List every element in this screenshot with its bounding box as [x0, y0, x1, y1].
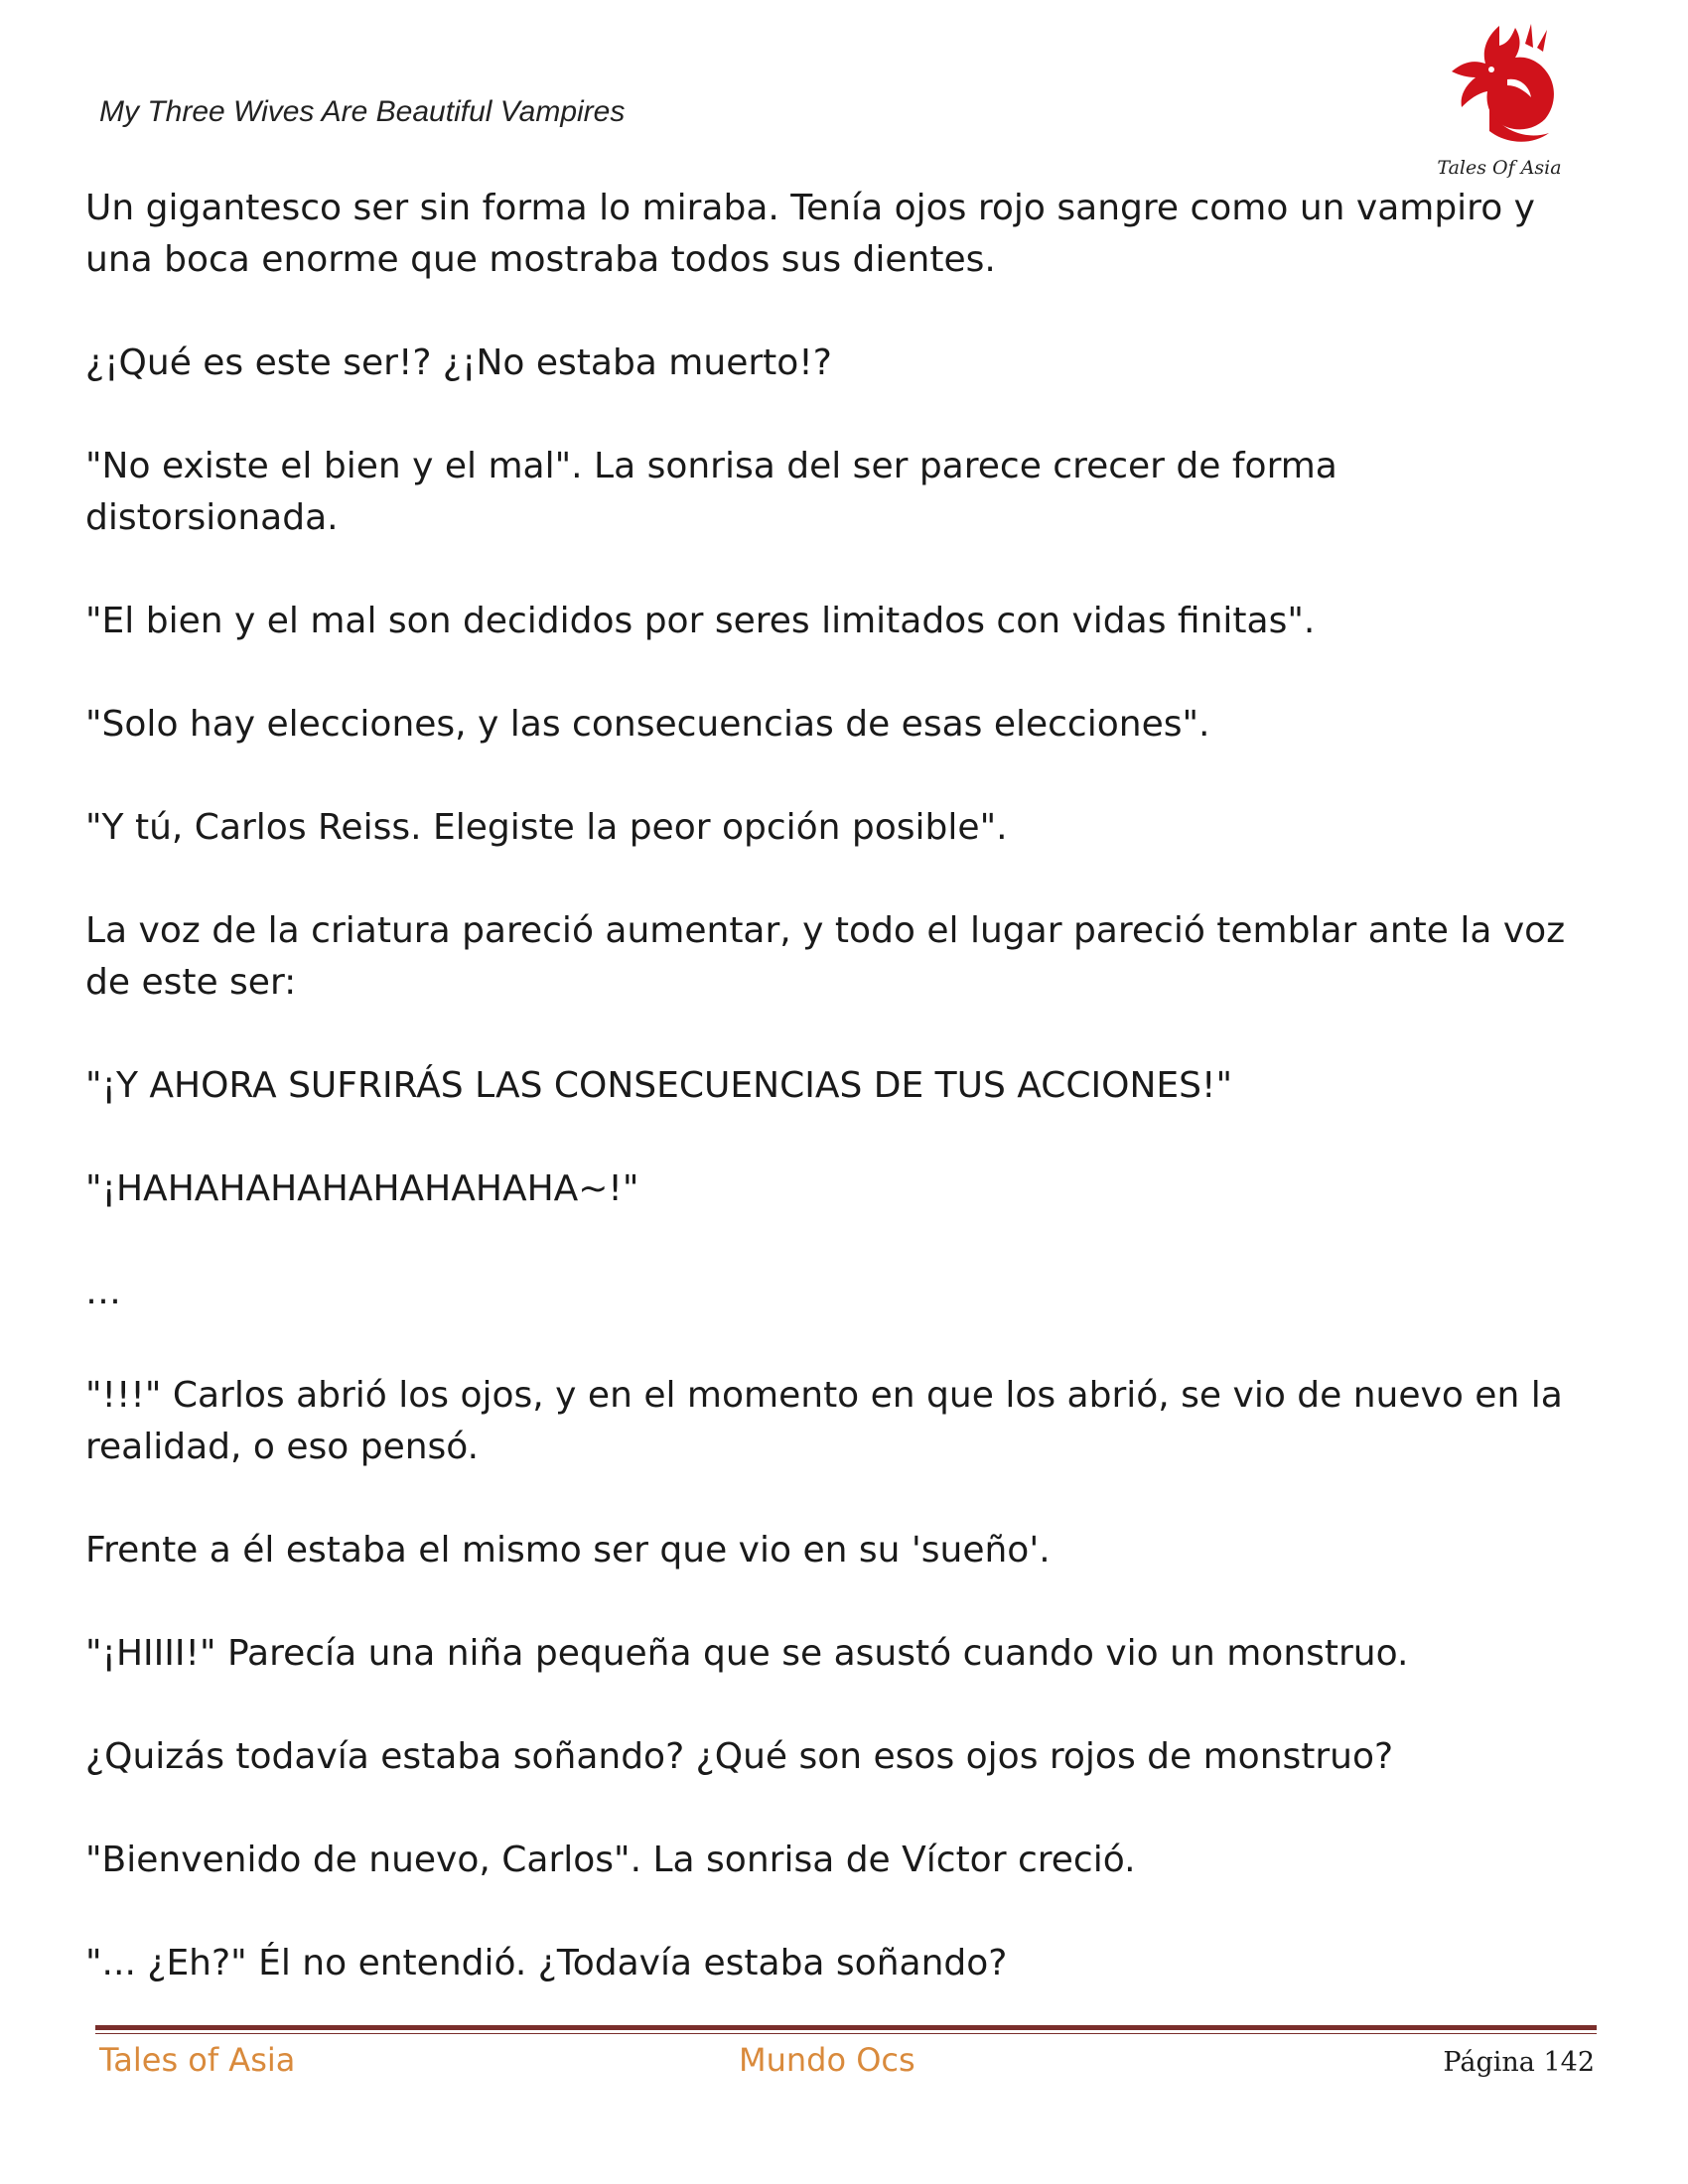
paragraph: "!!!" Carlos abrió los ojos, y en el momento en que los abrió, se vio de nuevo en la realidad, o eso pensó.: [85, 1375, 1563, 1467]
paragraph: "¡HIIII!" Parecía una niña pequeña que se asustó cuando vio un monstruo.: [85, 1633, 1409, 1674]
paragraph: …: [85, 1272, 121, 1312]
header-title: My Three Wives Are Beautiful Vampires: [99, 95, 626, 128]
paragraph: "¡HAHAHAHAHAHAHAHAHA~!": [85, 1168, 639, 1209]
paragraph: "Solo hay elecciones, y las consecuencias de esas elecciones".: [85, 704, 1210, 745]
paragraph: "El bien y el mal son decididos por seres limitados con vidas finitas".: [85, 601, 1316, 641]
paragraph: "No existe el bien y el mal". La sonrisa del ser parece crecer de forma distorsionada.: [85, 446, 1337, 538]
paragraph: "¡Y AHORA SUFRIRÁS LAS CONSECUENCIAS DE TUS ACCIONES!": [85, 1065, 1233, 1106]
paragraph: ¿Quizás todavía estaba soñando? ¿Qué son esos ojos rojos de monstruo?: [85, 1736, 1394, 1777]
paragraph: Frente a él estaba el mismo ser que vio en su 'sueño'.: [85, 1530, 1051, 1570]
paragraph: Un gigantesco ser sin forma lo miraba. Tenía ojos rojo sangre como un vampiro y una boca enorme que mostraba todos sus dientes.: [85, 188, 1535, 280]
dragon-logo-icon: [1430, 20, 1569, 154]
logo-text: Tales Of Asia: [1437, 157, 1562, 179]
page-number: Página 142: [1443, 2047, 1595, 2078]
chapter-text: [85, 183, 1595, 2024]
paragraph: "Bienvenido de nuevo, Carlos". La sonrisa de Víctor creció.: [85, 1840, 1136, 1880]
paragraph: "Y tú, Carlos Reiss. Elegiste la peor opción posible".: [85, 807, 1008, 848]
paragraph: ¿¡Qué es este ser!? ¿¡No estaba muerto!?: [85, 342, 832, 383]
paragraph: La voz de la criatura pareció aumentar, y todo el lugar pareció temblar ante la voz de este ser:: [85, 910, 1566, 1003]
footer-section-name: Mundo Ocs: [739, 2041, 915, 2079]
footer-site-name: Tales of Asia: [99, 2041, 296, 2079]
footer-divider-thin: [95, 2033, 1597, 2034]
paragraph: "... ¿Eh?" Él no entendió. ¿Todavía estaba soñando?: [85, 1943, 1008, 1983]
tales-of-asia-logo: [1430, 20, 1569, 179]
footer-divider: [95, 2025, 1597, 2030]
